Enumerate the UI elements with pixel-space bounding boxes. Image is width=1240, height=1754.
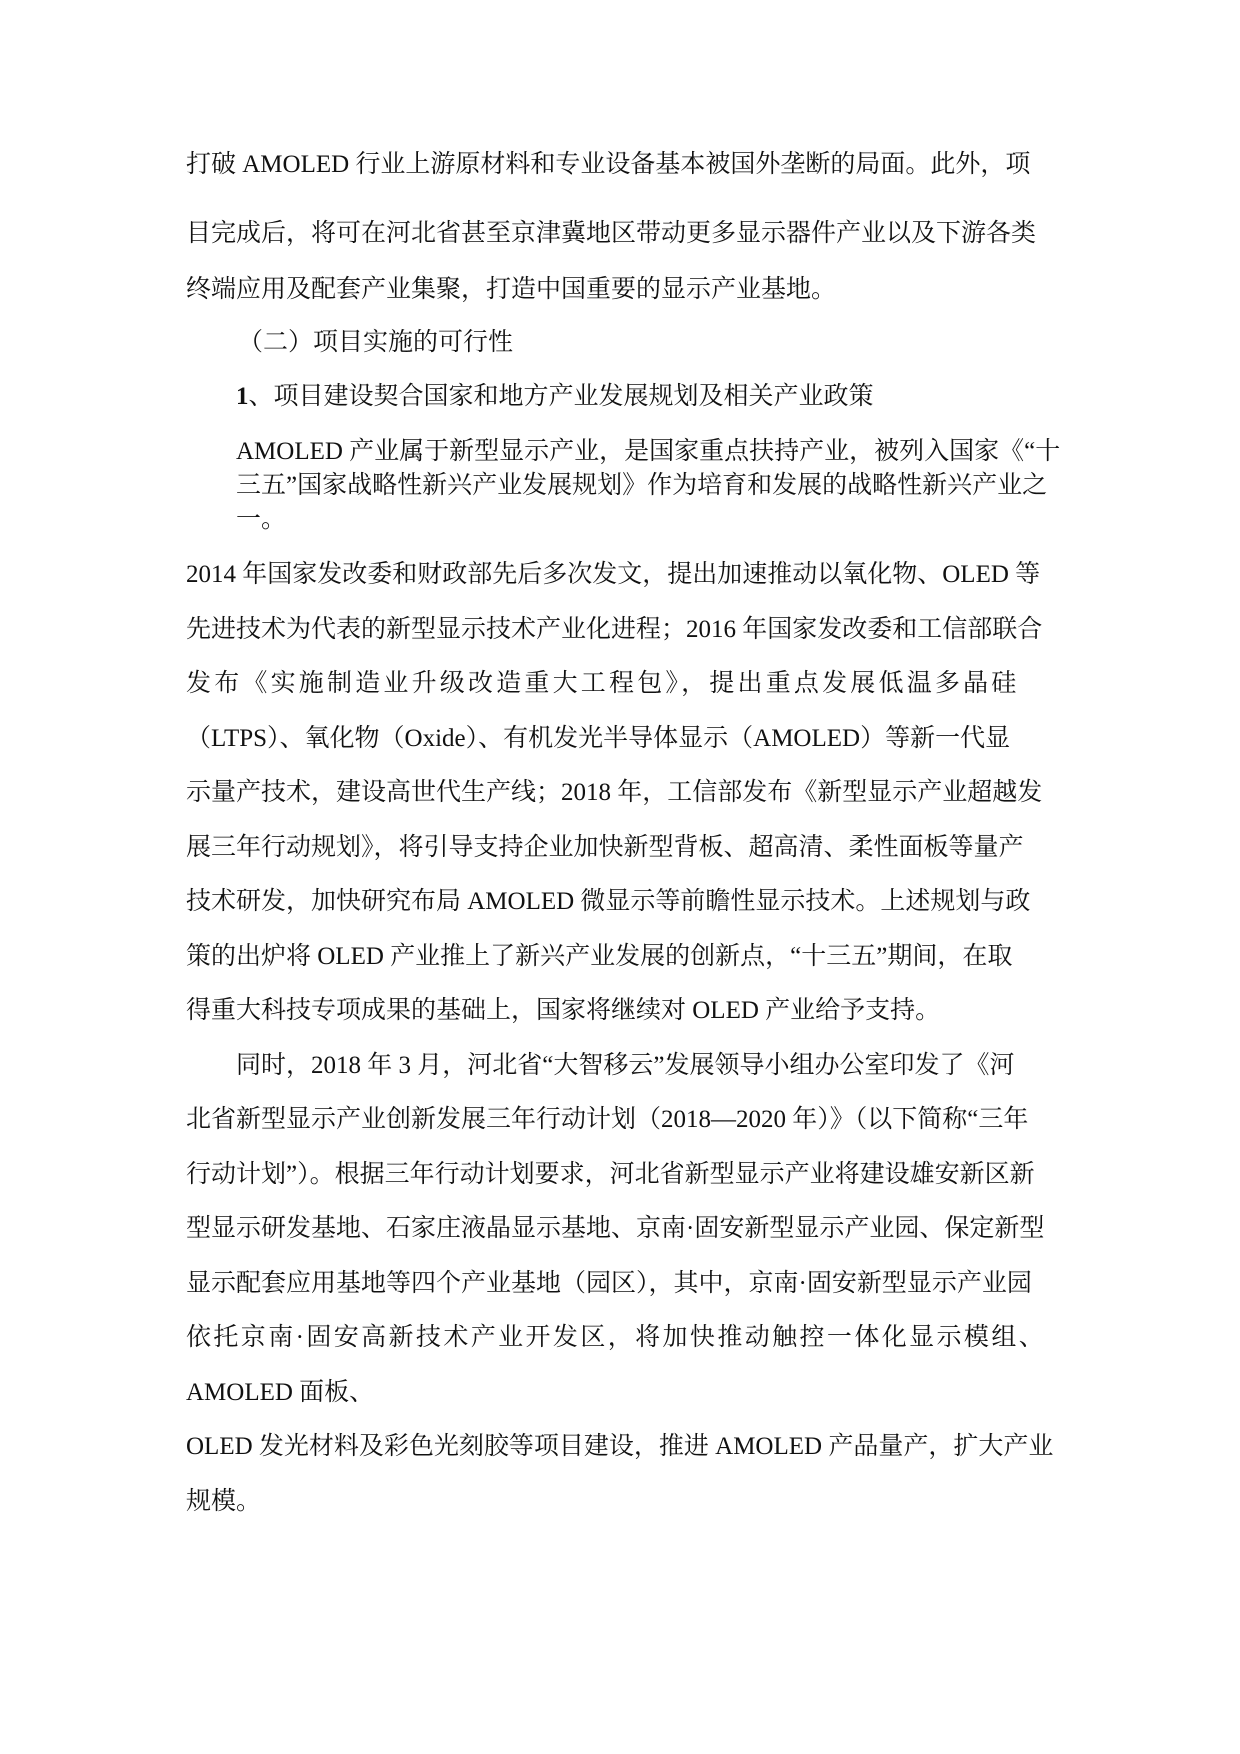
paragraph-3-line-2: 北省新型显示产业创新发展三年行动计划（2018—2020 年）》（以下简称“三年 [186,1106,1029,1133]
paragraph-2-line-7: 技术研发，加快研究布局 AMOLED 微显示等前瞻性显示技术。上述规划与政 [186,888,1031,915]
paragraph-3-line-1: 同时，2018 年 3 月，河北省“大智移云”发展领导小组办公室印发了《河 [236,1052,1015,1079]
paragraph-3-line-6: 依托京南·固安高新技术产业开发区，将加快推动触控一体化显示模组、 [186,1324,1047,1351]
paragraph-1-line-3: 终端应用及配套产业集聚，打造中国重要的显示产业基地。 [186,276,837,303]
quote-line-3: 一。 [236,506,287,533]
paragraph-3-line-7: AMOLED 面板、 [186,1379,375,1406]
subheading-text: 、项目建设契合国家和地方产业发展规划及相关产业政策 [248,383,874,410]
paragraph-2-line-4: （LTPS）、氧化物（Oxide）、有机发光半导体显示（AMOLED）等新一代显 [186,725,1011,752]
paragraph-3-line-9: 规模。 [186,1488,262,1515]
quote-line-1: AMOLED 产业属于新型显示产业，是国家重点扶持产业，被列入国家《“十 [236,438,1061,465]
paragraph-2-line-2: 先进技术为代表的新型显示技术产业化进程；2016 年国家发改委和工信部联合 [186,616,1043,643]
paragraph-2-line-5: 示量产技术，建设高世代生产线；2018 年，工信部发布《新型显示产业超越发 [186,779,1043,806]
paragraph-3-line-4: 型显示研发基地、石家庄液晶显示基地、京南·固安新型显示产业园、保定新型 [186,1215,1045,1242]
paragraph-2-line-6: 展三年行动规划》，将引导支持企业加快新型背板、超高清、柔性面板等量产 [186,834,1024,861]
section-heading: （二）项目实施的可行性 [238,329,514,356]
paragraph-1-line-2: 目完成后，将可在河北省甚至京津冀地区带动更多显示器件产业以及下游各类 [186,220,1037,247]
paragraph-3-line-8: OLED 发光材料及彩色光刻胶等项目建设，推进 AMOLED 产品量产，扩大产业 [186,1433,1054,1460]
paragraph-3-line-5: 显示配套应用基地等四个产业基地（园区），其中，京南·固安新型显示产业园 [186,1270,1032,1297]
subheading [236,382,874,412]
paragraph-2-line-3: 发布《实施制造业升级改造重大工程包》，提出重点发展低温多晶硅 [186,670,1020,697]
paragraph-1-line-1: 打破 AMOLED 行业上游原材料和专业设备基本被国外垄断的局面。此外，项 [186,151,1031,178]
subheading-number: 1 [236,383,249,410]
paragraph-2-line-8: 策的出炉将 OLED 产业推上了新兴产业发展的创新点，“十三五”期间，在取 [186,943,1013,970]
paragraph-3-line-3: 行动计划”）。根据三年行动计划要求，河北省新型显示产业将建设雄安新区新 [186,1161,1035,1188]
paragraph-2-line-9: 得重大科技专项成果的基础上，国家将继续对 OLED 产业给予支持。 [186,997,941,1024]
quote-line-2: 三五”国家战略性新兴产业发展规划》作为培育和发展的战略性新兴产业之 [236,472,1048,499]
paragraph-2-line-1: 2014 年国家发改委和财政部先后多次发文，提出加速推动以氧化物、OLED 等 [186,561,1041,588]
